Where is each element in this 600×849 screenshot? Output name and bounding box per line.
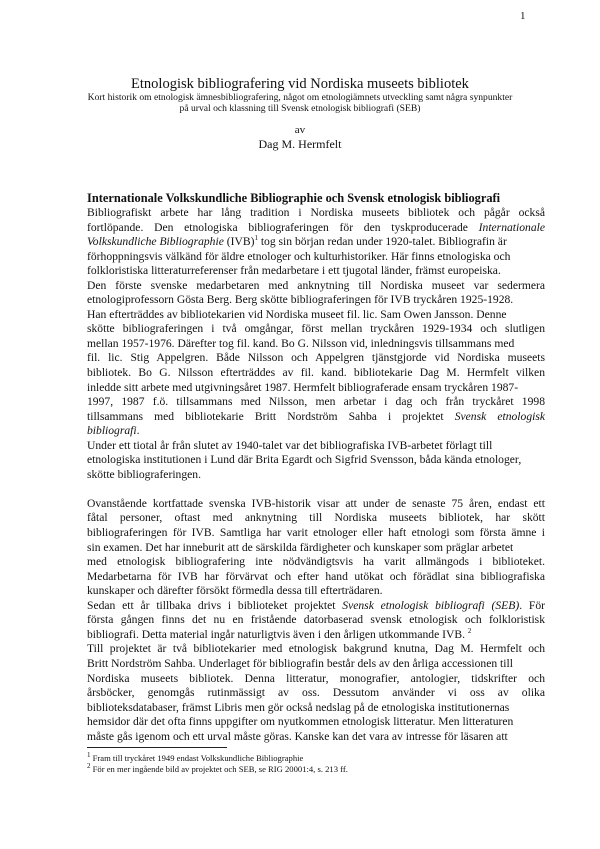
document-subtitle-line-1: Kort historik om etnologisk ämnesbibliografering, något om etnologiämnets utveckling samt några synpunkter	[87, 92, 513, 103]
text-line: årsböcker, genomgås rutinmässigt av oss. Dessutom använder vi oss av olika	[87, 686, 545, 700]
text-line	[87, 424, 545, 439]
text-line: biblioteksdatabaser, främst Libris men gör också nedslag på de etnologiska institutionernas	[87, 700, 510, 714]
text-line: Han efterträddes av bibliotekarien vid Nordiska museet fil. lic. Sam Owen Jansson. Denne	[87, 307, 507, 321]
text-line: folkloristiska litteraturreferenser från medarbetare i ett tjugotal länder, främst europeiska.	[87, 264, 501, 278]
text-line	[87, 221, 545, 236]
footnote-text: För en mer ingående bild av projektet och SEB, se RIG 20001:4, s. 213 ff.	[90, 764, 348, 774]
text-line: sin examen. Det har inneburit att de särskilda färdigheter och kunskaper som präglar arbetet	[87, 540, 514, 554]
by-word: av	[294, 124, 306, 136]
italic-title: Volkskundliche Bibliographie	[87, 235, 224, 249]
text-line: inledde sitt arbete med utgivningsåret 1987. Hermfelt bibliograferade ensam tryckåren 1987-	[87, 380, 519, 394]
text-span: .	[136, 424, 140, 438]
footnote	[87, 764, 545, 775]
title-block	[0, 76, 600, 114]
text-line: mellan 1957-1976. Därefter tog fil. kand. Bo G. Nilsson vid, inledningsvis tillsammans med	[87, 336, 515, 350]
byline	[0, 124, 600, 151]
footnote-mark: 2	[87, 762, 91, 771]
footnote-ref[interactable]: 1	[254, 234, 258, 243]
text-line	[87, 628, 545, 643]
document-subtitle-line-2: på urval och klassning till Svensk etnologisk bibliografi (SEB)	[179, 103, 421, 114]
text-line	[87, 410, 545, 425]
text-line: etnologiprofessorn Gösta Berg. Berg skötte bibliograferingen för IVB tryckåren 1925-1928.	[87, 293, 514, 307]
text-line: fåtal personer, oftast med anknytning till Nordiska museets bibliotek, har skött	[87, 511, 545, 525]
text-line	[87, 599, 545, 614]
text-line: 1997, 1987 f.ö. tillsammans med Nilsson, men arbetar i dag och från tryckåret 1998	[87, 395, 545, 409]
footnotes	[87, 753, 545, 775]
text-line: fil. lic. Stig Appelgren. Både Nilsson och Appelgren tjänstgjorde vid Nordiska museets	[87, 351, 545, 365]
text-span: tillsammans med bibliotekarie Britt Nordström Sahba i projektet	[87, 409, 455, 423]
document-body	[87, 191, 545, 744]
text-line: Medarbetarna för IVB har förvärvat och efter hand utökat och förädlat sina bibliografiska	[87, 569, 545, 583]
text-line: bibliograferingen för IVB. Samtliga har varit etnologer eller haft etnologi som första ämne i	[87, 526, 545, 540]
text-span: (IVB)	[223, 235, 255, 249]
text-line: Nordiska museets bibliotek. Denna litteratur, monografier, antologier, tidskrifter och	[87, 671, 545, 685]
text-line: kunskaper och därefter försökt förmedla dessa till efterträdaren.	[87, 584, 383, 598]
footnote-text: Fram till tryckåret 1949 endast Volkskundliche Bibliographie	[90, 753, 304, 763]
text-span: bibliografi. Detta material ingår naturligtvis även i den årligen utkommande IVB.	[87, 627, 468, 641]
author-name: Dag M. Hermfelt	[258, 137, 342, 151]
text-span: Sedan ett år tillbaka drivs i biblioteket projektet	[87, 598, 343, 612]
text-line: Den förste svenske medarbetaren med anknytning till Nordiska museet var sedermera	[87, 278, 545, 292]
text-line: Britt Nordström Sahba. Underlaget för bibliografin består dels av den årliga accessionen till	[87, 656, 513, 670]
text-line: med etnologisk bibliografering inte nödvändigtsvis ha varit allmängods i biblioteket.	[87, 555, 545, 569]
text-line: skötte bibliograferingen i två omgångar, först mellan tryckåren 1929-1934 och slutligen	[87, 322, 545, 336]
page-number: 1	[520, 10, 526, 22]
text-line: måste gås igenom och ett urval måste göras. Kanske kan det vara av intresse för läsaren att	[87, 729, 508, 743]
text-line: hemsidor där det ofta finns uppgifter om nyutkommen etnologisk litteratur. Men litteraturen	[87, 715, 514, 729]
italic-title: Svensk etnologisk bibliografi (SEB)	[342, 598, 520, 612]
text-line: Till projektet är två bibliotekarier med etnologisk bakgrund knutna, Dag M. Hermfelt och	[87, 642, 545, 656]
text-line: Bibliografiskt arbete har lång tradition i Nordiska museets bibliotek och pågår också	[87, 206, 545, 219]
section-heading: Internationale Volkskundliche Bibliographie och Svensk etnologisk bibliografi	[87, 191, 501, 205]
paragraph-gap	[87, 482, 545, 497]
text-span: . För	[519, 598, 545, 612]
text-line: Under ett tiotal år från slutet av 1940-talet var det bibliografiska IVB-arbetet förlagt till	[87, 438, 493, 452]
document-title: Etnologisk bibliografering vid Nordiska museets bibliotek	[131, 76, 469, 92]
text-line: Ovanstående kortfattade svenska IVB-historik visar att under de senaste 75 åren, endast ett	[87, 496, 545, 510]
text-line	[87, 235, 545, 250]
text-line: skötte bibliograferingen.	[87, 467, 201, 481]
footnote-ref[interactable]: 2	[467, 627, 472, 635]
italic-title: bibliografi	[87, 424, 137, 438]
footnote	[87, 753, 545, 764]
text-line: bibliotek. Bo G. Nilsson efterträddes av fil. kand. bibliotekarie Dag M. Hermfelt vilken	[87, 366, 545, 380]
footnote-mark: 1	[87, 751, 91, 760]
italic-title: Svensk etnologisk	[454, 409, 545, 423]
footnote-divider	[87, 747, 227, 748]
text-line: förhoppningsvis välkänd för äldre etnologer och kulturhistoriker. Här finns etnologiska och	[87, 249, 511, 263]
text-line: första gången finns det nu en fristående datorbaserad svensk etnologisk och folkloristisk	[87, 613, 545, 627]
text-span: fortlöpande. Den etnologiska bibliograferingen för den tyskproducerade	[87, 220, 479, 234]
text-line: etnologiska institutionen i Lund där Brita Egardt och Sigfrid Svensson, båda kända etnologer,	[87, 453, 522, 467]
text-span: tog sin början redan under 1920-talet. Bibliografin är	[257, 235, 507, 249]
italic-title: Internationale	[478, 220, 545, 234]
